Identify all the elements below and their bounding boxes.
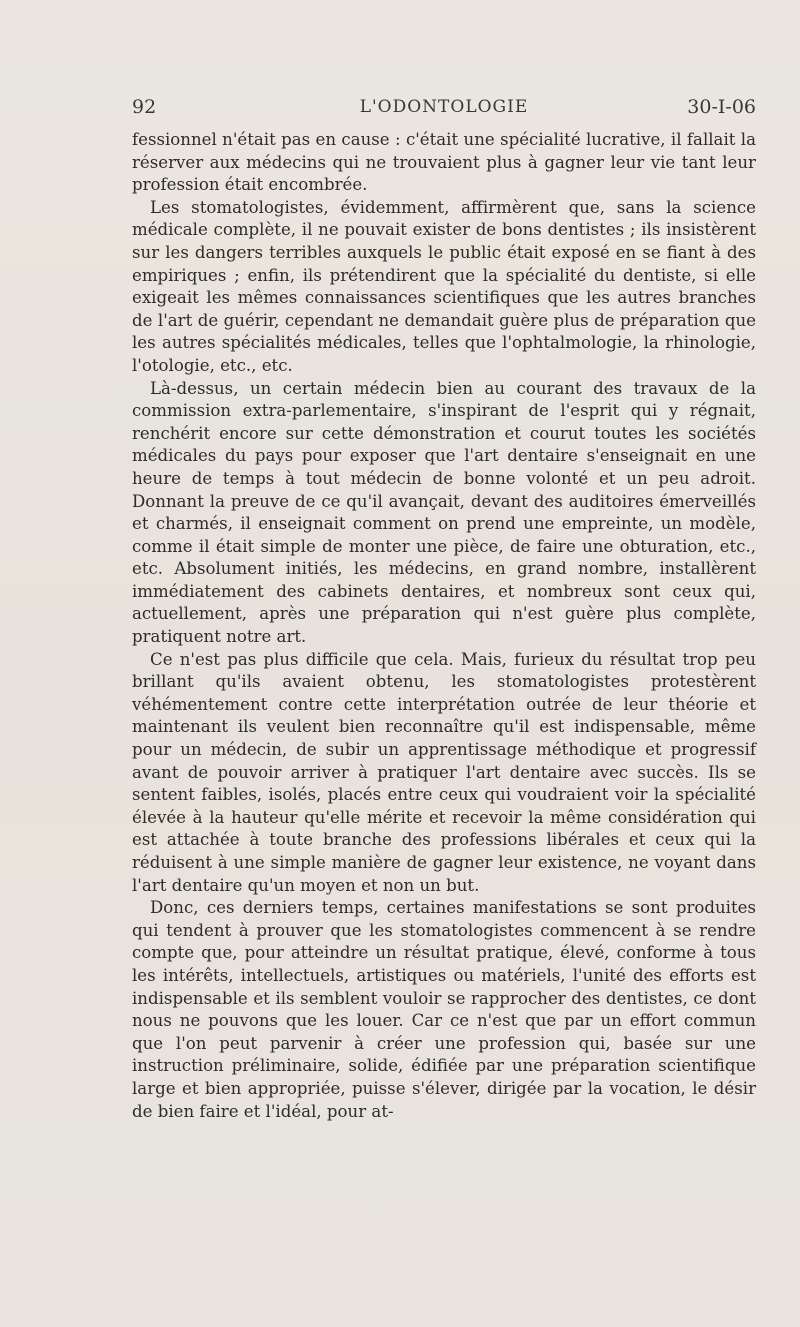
paragraph-recent-manifestations: Donc, ces derniers temps, certaines manifestations se sont produites qui tendent à prouver que les stomatologistes commencent à se rendre compte que, pour atteindre un résultat pratique, élevé, conforme à tous les intérêts, intellectuels, artistiques ou matériels, l'unité des efforts est indispensable et ils semblent vouloir se rapprocher des dentistes, ce dont nous ne pouvons que les louer. Car ce n'est que par un effort commun que l'on peut parvenir à créer une profession qui, basée sur une instruction préliminaire, solide, édifiée par une préparation scientifique large et bien appropriée, puisse s'élever, dirigée par la vocation, le désir de bien faire et l'idéal, pour at- — [132, 898, 756, 1121]
body-text — [132, 129, 756, 1123]
page-number: 92 — [132, 96, 157, 118]
paragraph-not-difficult: Ce n'est pas plus difficile que cela. Mais, furieux du résultat trop peu brillant qu'ils avaient obtenu, les stomatologistes protestèrent véhémentement contre cette interprétation outrée de leur théorie et maintenant ils veulent bien reconnaître qu'il est indispensable, même pour un médecin, de subir un apprentissage méthodique et progressif avant de pouvoir arriver à pratiquer l'art dentaire avec succès. Ils se sentent faibles, isolés, placés entre ceux qui voudraient voir la spécialité élevée à la hauteur qu'elle mérite et recevoir la même considération qui est attachée à toute branche des professions libérales et ceux qui la réduisent à une simple manière de gagner leur existence, ne voyant dans l'art dentaire qu'un moyen et non un but. — [132, 649, 756, 895]
running-header — [132, 96, 756, 124]
paragraph-continued: fessionnel n'était pas en cause : c'était une spécialité lucrative, il fallait la réserver aux médecins qui ne trouvaient plus à gagner leur vie tant leur profession était encombrée. — [132, 130, 756, 195]
paragraph-commission: Là-dessus, un certain médecin bien au courant des travaux de la commission extra-parlementaire, s'inspirant de l'esprit qui y régnait, renchérit encore sur cette démonstration et courut toutes les sociétés médicales du pays pour exposer que l'art dentaire s'enseignait en une heure de temps à tout médecin de bonne volonté et un peu adroit. Donnant la preuve de ce qu'il avançait, devant des auditoires émerveillés et charmés, il enseignait comment on prend une empreinte, un modèle, comme il était simple de monter une pièce, de faire une obturation, etc., etc. Absolument initiés, les médecins, en grand nombre, installèrent immédiatement des cabinets dentaires, et nombreux sont ceux qui, actuellement, après une préparation qui n'est guère plus complète, pratiquent notre art. — [132, 378, 756, 647]
journal-title: L'ODONTOLOGIE — [359, 97, 529, 117]
issue-date: 30-I-06 — [687, 96, 756, 118]
paragraph-stomatologists: Les stomatologistes, évidemment, affirmèrent que, sans la science médicale complète, il ne pouvait exister de bons dentistes ; ils insistèrent sur les dangers terribles auxquels le public était exposé en se fiant à des empiriques ; enfin, ils prétendirent que la spécialité du dentiste, si elle exigeait les mêmes connaissances scientifiques que les autres branches de l'art de guérir, cependant ne demandait guère plus de préparation que les autres spécialités médicales, telles que l'ophtalmologie, la rhinologie, l'otologie, etc., etc. — [132, 197, 756, 375]
